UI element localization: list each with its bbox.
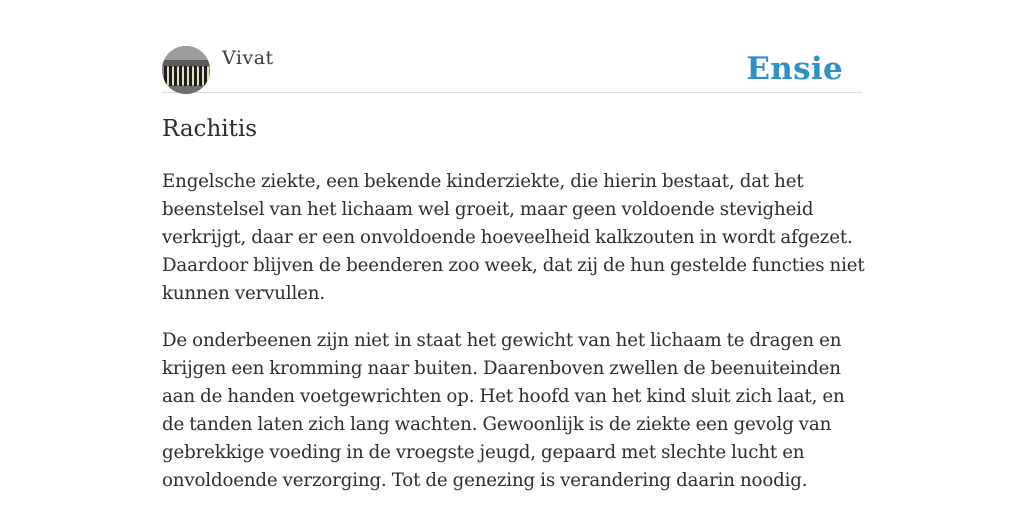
header <box>162 46 862 93</box>
avatar[interactable] <box>162 46 210 94</box>
page-container <box>162 0 865 512</box>
article-paragraph-2: De onderbeenen zijn niet in staat het gewicht van het lichaam te dragen en krijgen een kromming naar buiten. Daarenboven zwellen de beenuiteinden aan de handen voetgewrichten op. Het hoofd van het kind sluit zich laat, en de tanden laten zich lang wachten. Gewoonlijk is de ziekte een gevolg van gebrekkige voeding in de vroegste jeugd, gepaard met slechte lucht en onvoldoende verzorging. Tot de genezing is verandering daarin noodig. <box>162 330 845 491</box>
author-name[interactable]: Vivat <box>222 47 274 69</box>
brand-logo[interactable]: Ensie <box>746 51 843 87</box>
article-title: Rachitis <box>162 116 258 142</box>
avatar-image-icon <box>162 46 210 94</box>
article-paragraph-1: Engelsche ziekte, een bekende kinderziekte, die hierin bestaat, dat het beenstelsel van het lichaam wel groeit, maar geen voldoende stevigheid verkrijgt, daar er een onvoldoende hoeveelheid kalkzouten in wordt afgezet. Daardoor blijven de beenderen zoo week, dat zij de hun gestelde functies niet kunnen vervullen. <box>162 171 865 304</box>
